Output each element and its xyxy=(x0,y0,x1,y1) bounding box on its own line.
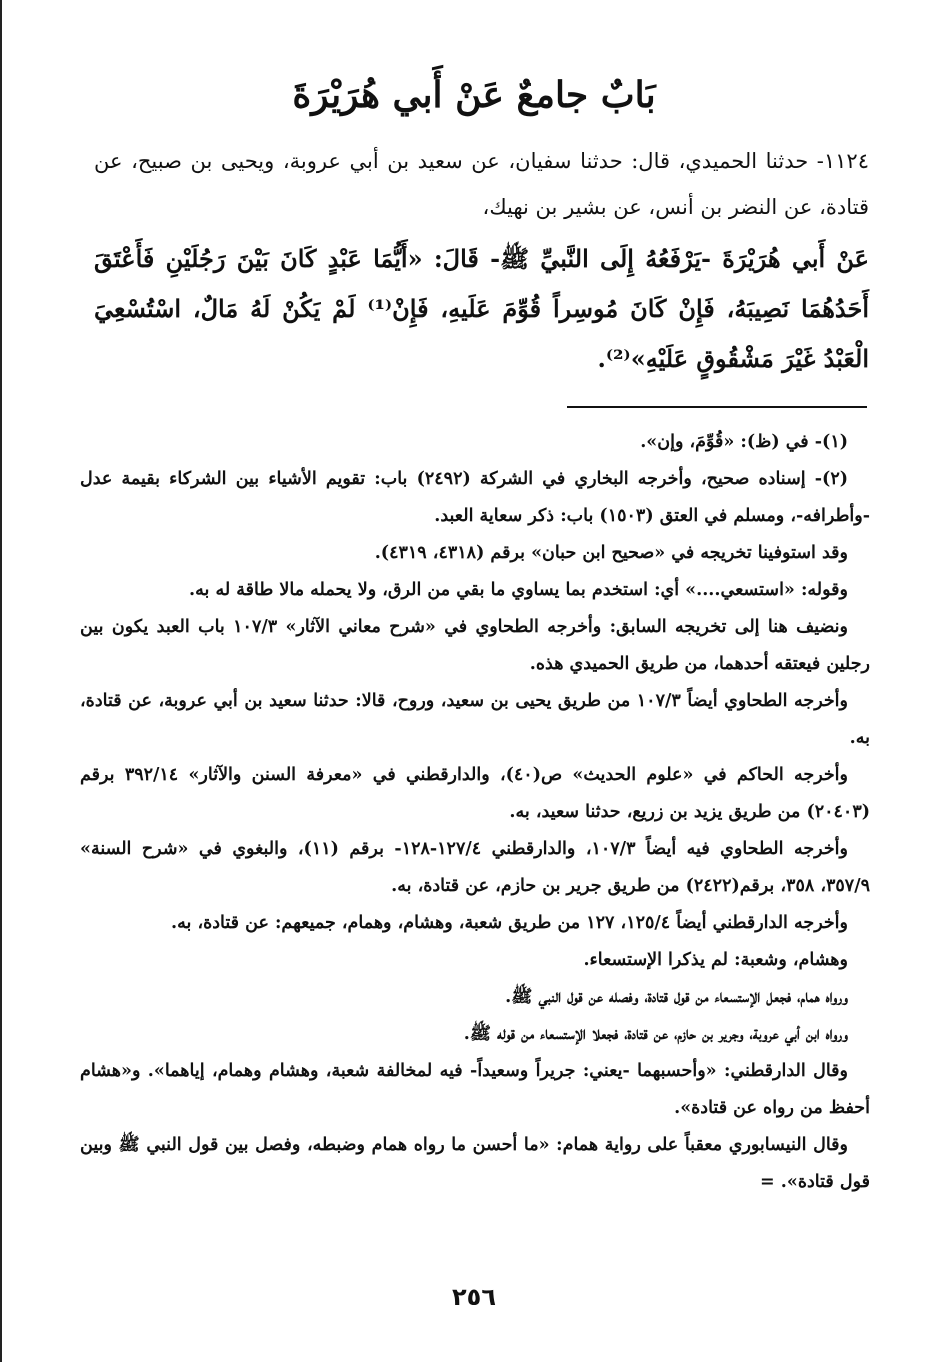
page-number: ٢٥٦ xyxy=(452,1283,496,1311)
footnote-paragraph: وهشام، وشعبة: لم يذكرا الإستسعاء. xyxy=(583,950,848,970)
isnad-line-2: صبيح، عن قتادة، عن النضر بن أنس، عن بشير بن نهيك، xyxy=(94,149,869,219)
footnote-paragraph: وأخرجه الطحاوي أيضاً ١٠٧/٣ من طريق يحيى بن سعيد، وروح، قالا: حدثنا سعيد بن أبي عروبة، عن قتادة، به. xyxy=(80,691,870,748)
footnote-2: (٢)- إسناده صحيح، وأخرجه البخاري في الشركة (٢٤٩٢) باب: تقويم الأشياء بين الشركاء بقيمة عدل -وأطرافه-، ومسلم في العتق (١٥٠٣) باب: ذكر سعاية العبد. xyxy=(80,469,870,526)
footnote-paragraph: وأخرجه الدارقطني أيضاً ١٢٥/٤، ١٢٧ من طريق شعبة، وهشام، وهمام، جميعهم: عن قتادة، به. xyxy=(171,913,848,933)
footnote-paragraph: ونضيف هنا إلى تخريجه السابق: وأخرجه الطحاوي في «شرح معاني الآثار» ١٠٧/٣ باب العبد يكون بين رجلين فيعتقه أحدهما، من طريق الحميدي هذه. xyxy=(80,617,870,674)
footnote-paragraph: وقال النيسابوري معقباً على رواية همام: «ما أحسن ما رواه همام وضبطه، وفصل بين قول النبي ﷺ وبين قول قتادة». = xyxy=(80,1135,870,1192)
footnote-paragraph: ورواه ابن أبي عروبة، وجرير بن حازم، عن قتادة، فجعلا الإستسعاء من قوله ﷺ. xyxy=(463,1024,848,1044)
footnote-separator xyxy=(567,406,867,408)
hadith-body xyxy=(94,138,869,384)
footnote-paragraph: ورواه همام، فجعل الإستسعاء من قول قتادة، وفصله عن قول النبي ﷺ. xyxy=(505,987,848,1007)
footnote-paragraph: وأخرجه الحاكم في «علوم الحديث» ص(٤٠)، والدارقطني في «معرفة السنن والآثار» ٣٩٢/١٤ برقم (٢٠٤٠٣) من طريق يزيد بن زريع، حدثنا سعيد، به. xyxy=(80,765,870,822)
footnote-paragraph: وقوله: «استسعي....» أي: استخدم بما يساوي ما بقي من الرق، ولا يحمله مالا طاقة له به. xyxy=(189,580,848,600)
footnote-paragraph: وقد استوفينا تخريجه في «صحيح ابن حبان» برقم (٤٣١٨، ٤٣١٩). xyxy=(374,543,848,563)
footnote-paragraph: وقال الدارقطني: «وأحسبهما -يعني: جريراً وسعيداً- فيه لمخالفة شعبة، وهشام وهمام، إياهما». و«هشام أحفظ من رواه عن قتادة». xyxy=(80,1061,870,1118)
footnotes-section xyxy=(80,424,870,1201)
hadith-matn: عَنْ أَبي هُرَيْرَةَ -يَرْفَعُهُ إِلَى النَّبيِّ ﷺ- قَالَ: «أَيُّمَا عَبْدٍ كَانَ بَيْنَ رَجُلَيْنِ فَأَعْتَقَ أَحَدُهُمَا نَصِيبَهُ، فَإِنْ كَانَ مُوسِراً قُوِّمَ عَلَيهِ، فَإِنْ⁽¹⁾ لَمْ يَكُنْ لَهُ مَالٌ، اسْتُسْعِيَ الْعَبْدُ غَيْرَ مَشْقُوقٍ عَلَيْهِ»⁽²⁾. xyxy=(94,244,869,373)
footnote-paragraph: وأخرجه الطحاوي فيه أيضاً ١٠٧/٣، والدارقطني ١٢٧/٤-١٢٨- برقم (١١)، والبغوي في «شرح السنة» ٣٥٧/٩، ٣٥٨، برقم(٢٤٢٢) من طريق جرير بن حازم، عن قتادة، به. xyxy=(80,839,870,896)
footnote-1: (١)- في (ظ): «قُوِّمَ، وإن». xyxy=(640,432,848,452)
chapter-title: بَابٌ جامعٌ عَنْ أَبي هُرَيْرَةَ xyxy=(292,74,656,116)
isnad-line-1: ١١٢٤- حدثنا الحميدي، قال: حدثنا سفيان، عن سعيد بن أبي عروبة، ويحيى بن xyxy=(190,149,869,173)
hadith-isnad xyxy=(94,138,869,230)
